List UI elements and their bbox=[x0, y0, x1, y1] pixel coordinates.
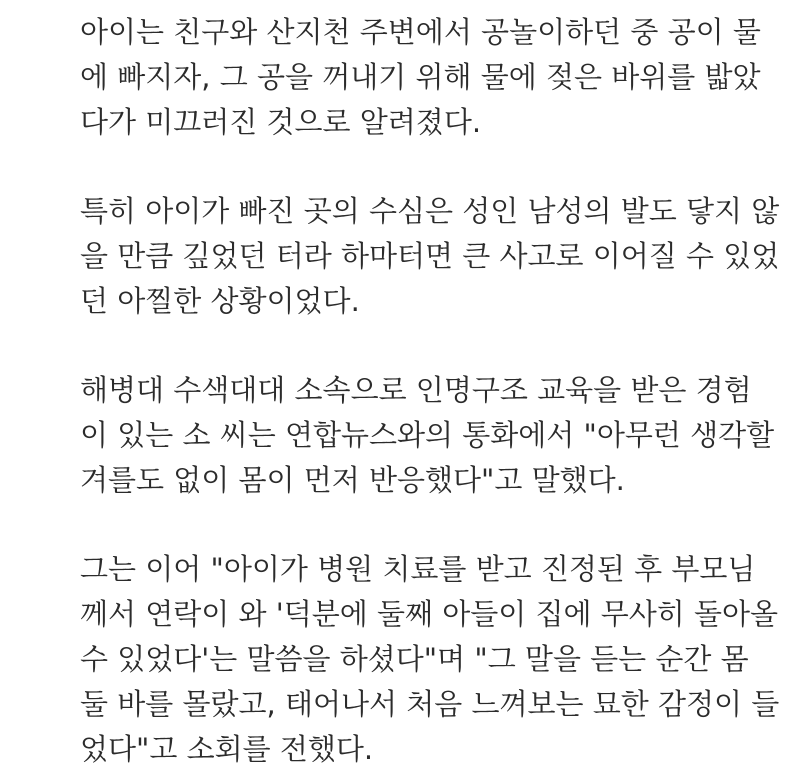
text-line: 었다"고 소회를 전했다. bbox=[80, 732, 374, 766]
text-line: 그는 이어 "아이가 병원 치료를 받고 진정된 후 부모님 bbox=[80, 552, 756, 586]
text-line: 둘 바를 몰랐고, 태어나서 처음 느껴보는 묘한 감정이 들 bbox=[80, 687, 780, 721]
text-line: 겨를도 없이 몸이 먼저 반응했다"고 말했다. bbox=[80, 463, 625, 497]
paragraph-1 bbox=[80, 10, 761, 145]
paragraph-3 bbox=[80, 368, 774, 503]
text-line: 다가 미끄러진 것으로 알려졌다. bbox=[80, 105, 482, 139]
text-line: 에 빠지자, 그 공을 꺼내기 위해 물에 젖은 바위를 밟았 bbox=[80, 60, 761, 94]
text-line: 께서 연락이 와 '덕분에 둘째 아들이 집에 무사히 돌아올 bbox=[80, 597, 779, 631]
text-line: 던 아찔한 상황이었다. bbox=[80, 284, 360, 318]
text-line: 수 있었다'는 말씀을 하셨다"며 "그 말을 듣는 순간 몸 bbox=[80, 642, 749, 676]
text-line: 아이는 친구와 산지천 주변에서 공놀이하던 중 공이 물 bbox=[80, 15, 761, 49]
text-line: 해병대 수색대대 소속으로 인명구조 교육을 받은 경험 bbox=[80, 373, 752, 407]
text-line: 특히 아이가 빠진 곳의 수심은 성인 남성의 발도 닿지 않 bbox=[80, 194, 780, 228]
text-line: 이 있는 소 씨는 연합뉴스와의 통화에서 "아무런 생각할 bbox=[80, 418, 775, 452]
paragraph-2 bbox=[80, 189, 779, 324]
paragraph-4 bbox=[80, 547, 779, 772]
text-line: 을 만큼 깊었던 터라 하마터면 큰 사고로 이어질 수 있었 bbox=[80, 239, 780, 273]
